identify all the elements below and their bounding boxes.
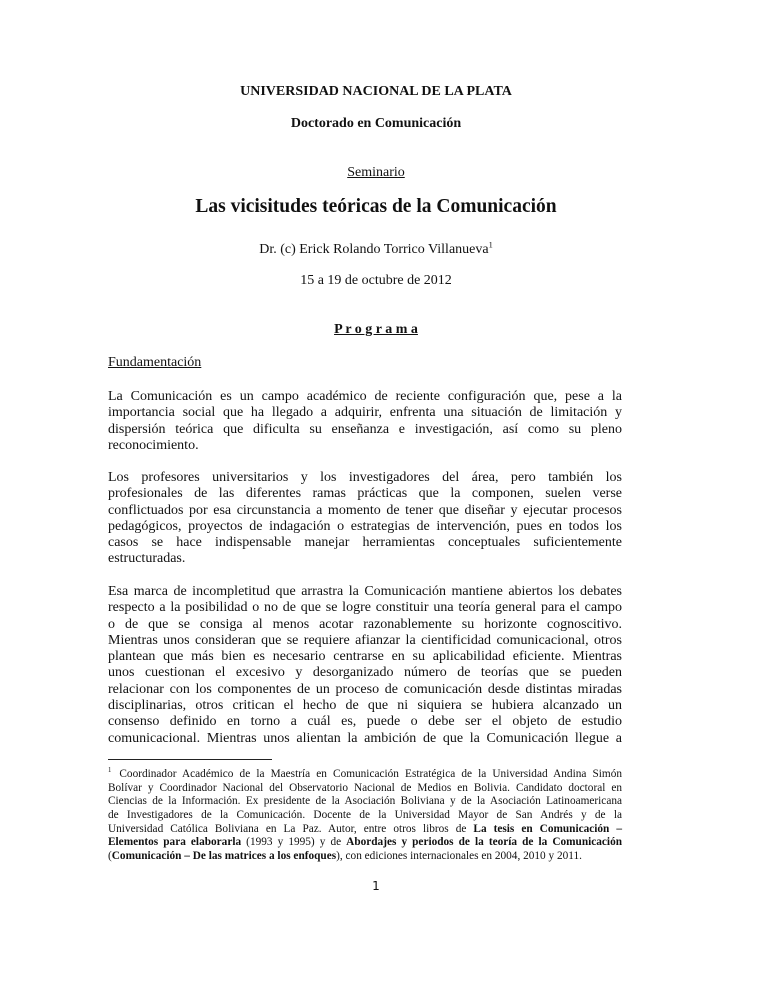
text-line: profesionales de las diferentes ramas prácticas que la componen, suelen verse: [108, 486, 622, 502]
author-line: [108, 242, 644, 258]
text-line: pedagógicos, proyectos de indagación o estrategias de intervención, pues en todos los: [108, 518, 622, 534]
paragraph: [108, 584, 622, 747]
footnote-line: [108, 836, 622, 850]
footnote-text: ), con ediciones internacionales en 2004, 2010 y 2011.: [336, 850, 582, 863]
text-line: plantean que más bien es necesario centrarse en su aplicabilidad eficiente. Mientras: [108, 649, 622, 665]
footnote-text: Coordinador Académico de la Maestría en Comunicación Estratégica de la Universidad Andina Simón: [119, 768, 622, 780]
text-line: Esa marca de incompletitud que arrastra la Comunicación mantiene abiertos los debates: [108, 584, 622, 599]
program-name: Doctorado en Comunicación: [290, 116, 462, 131]
paragraph: [108, 470, 622, 568]
footnote-line: [108, 782, 622, 796]
book-title: La tesis en Comunicación –: [473, 822, 622, 835]
footnote-line: [108, 823, 622, 837]
footnote-separator: [108, 759, 272, 760]
text-line: Los profesores universitarios y los investigadores del área, pero también los: [108, 470, 622, 485]
footnote-marker: 1: [108, 767, 112, 775]
footnote-ref[interactable]: 1: [488, 240, 493, 250]
text-line: disciplinarias, otros critican el hecho de que ni siquiera se hubiera alcanzado un: [108, 698, 622, 714]
text-line: relacionar con los componentes de un proceso de comunicación desde distintas miradas: [108, 681, 622, 697]
text-line: dispersión teórica que dificulta su enseñanza e investigación, así como su pleno: [108, 421, 622, 437]
footnote-line: [108, 809, 622, 823]
text-line: reconocimiento.: [108, 437, 199, 453]
text-line: respecto a la posibilidad o no de que se logre constituir una teoría general para el campo: [108, 600, 622, 616]
dates: 15 a 19 de octubre de 2012: [300, 273, 452, 288]
book-title: Abordajes y periodos de la teoría de la Comunicación: [346, 836, 623, 849]
footnote-text: Universidad Católica Boliviana en La Paz. Autor, entre otros libros de: [108, 822, 474, 835]
document-title: Las vicisitudes teóricas de la Comunicación: [195, 196, 557, 217]
section-heading: Fundamentación: [108, 355, 202, 370]
footnote-line: [108, 850, 622, 864]
text-line: o de que se consiga al menos acotar razonablemente su horizonte cognoscitivo.: [108, 616, 622, 632]
author-name: Dr. (c) Erick Rolando Torrico Villanueva: [259, 242, 489, 257]
footnote-text: (1993 y 1995) y de: [241, 836, 347, 849]
footnote-text: Bolívar y Coordinador Nacional del Observatorio Nacional de Medios en Bolivia. Candidato doctoral en: [108, 781, 622, 794]
seminar-label: Seminario: [347, 165, 405, 180]
paragraph: [108, 389, 622, 454]
text-line: consenso definido en torno a cuál es, puede o debe ser el objeto de estudio: [108, 714, 622, 730]
footnote-text: Ciencias de la Información. Ex presidente de la Asociación Boliviana y de la Asociación Latinoamericana: [108, 795, 622, 808]
footnote-text: de Investigadores de la Comunicación. Docente de la Universidad Mayor de San Andrés y de la: [108, 809, 622, 822]
text-line: conflictuados por esa circunstancia a momento de tener que diseñar y ejecutar procesos: [108, 502, 622, 518]
university-name: UNIVERSIDAD NACIONAL DE LA PLATA: [240, 84, 512, 99]
footnote: [108, 768, 622, 864]
footnote-text: (: [108, 850, 112, 863]
text-line: estructuradas.: [108, 551, 186, 567]
page-number: 1: [372, 879, 380, 893]
book-title: Comunicación – De las matrices a los enfoques: [111, 850, 337, 863]
programa-heading: P r o g r a m a: [334, 322, 418, 337]
text-line: importancia social que ha llegado a adquirir, enfrenta una situación de limitación y: [108, 405, 622, 421]
book-title: Elementos para elaborarla: [108, 836, 242, 849]
footnote-line: [108, 768, 622, 782]
footnote-line: [108, 795, 622, 809]
text-line: comunicacional. Mientras unos alientan la ambición de que la Comunicación llegue a: [108, 730, 622, 746]
text-line: unos cuestionan el excesivo y desorganizado número de teorías que se pueden: [108, 665, 622, 681]
text-line: casos se hace indispensable manejar herramientas conceptuales suficientemente: [108, 535, 622, 551]
text-line: La Comunicación es un campo académico de reciente configuración que, pese a la: [108, 389, 622, 404]
text-line: Mientras unos consideran que se requiere afianzar la cientificidad comunicacional, otros: [108, 632, 622, 648]
